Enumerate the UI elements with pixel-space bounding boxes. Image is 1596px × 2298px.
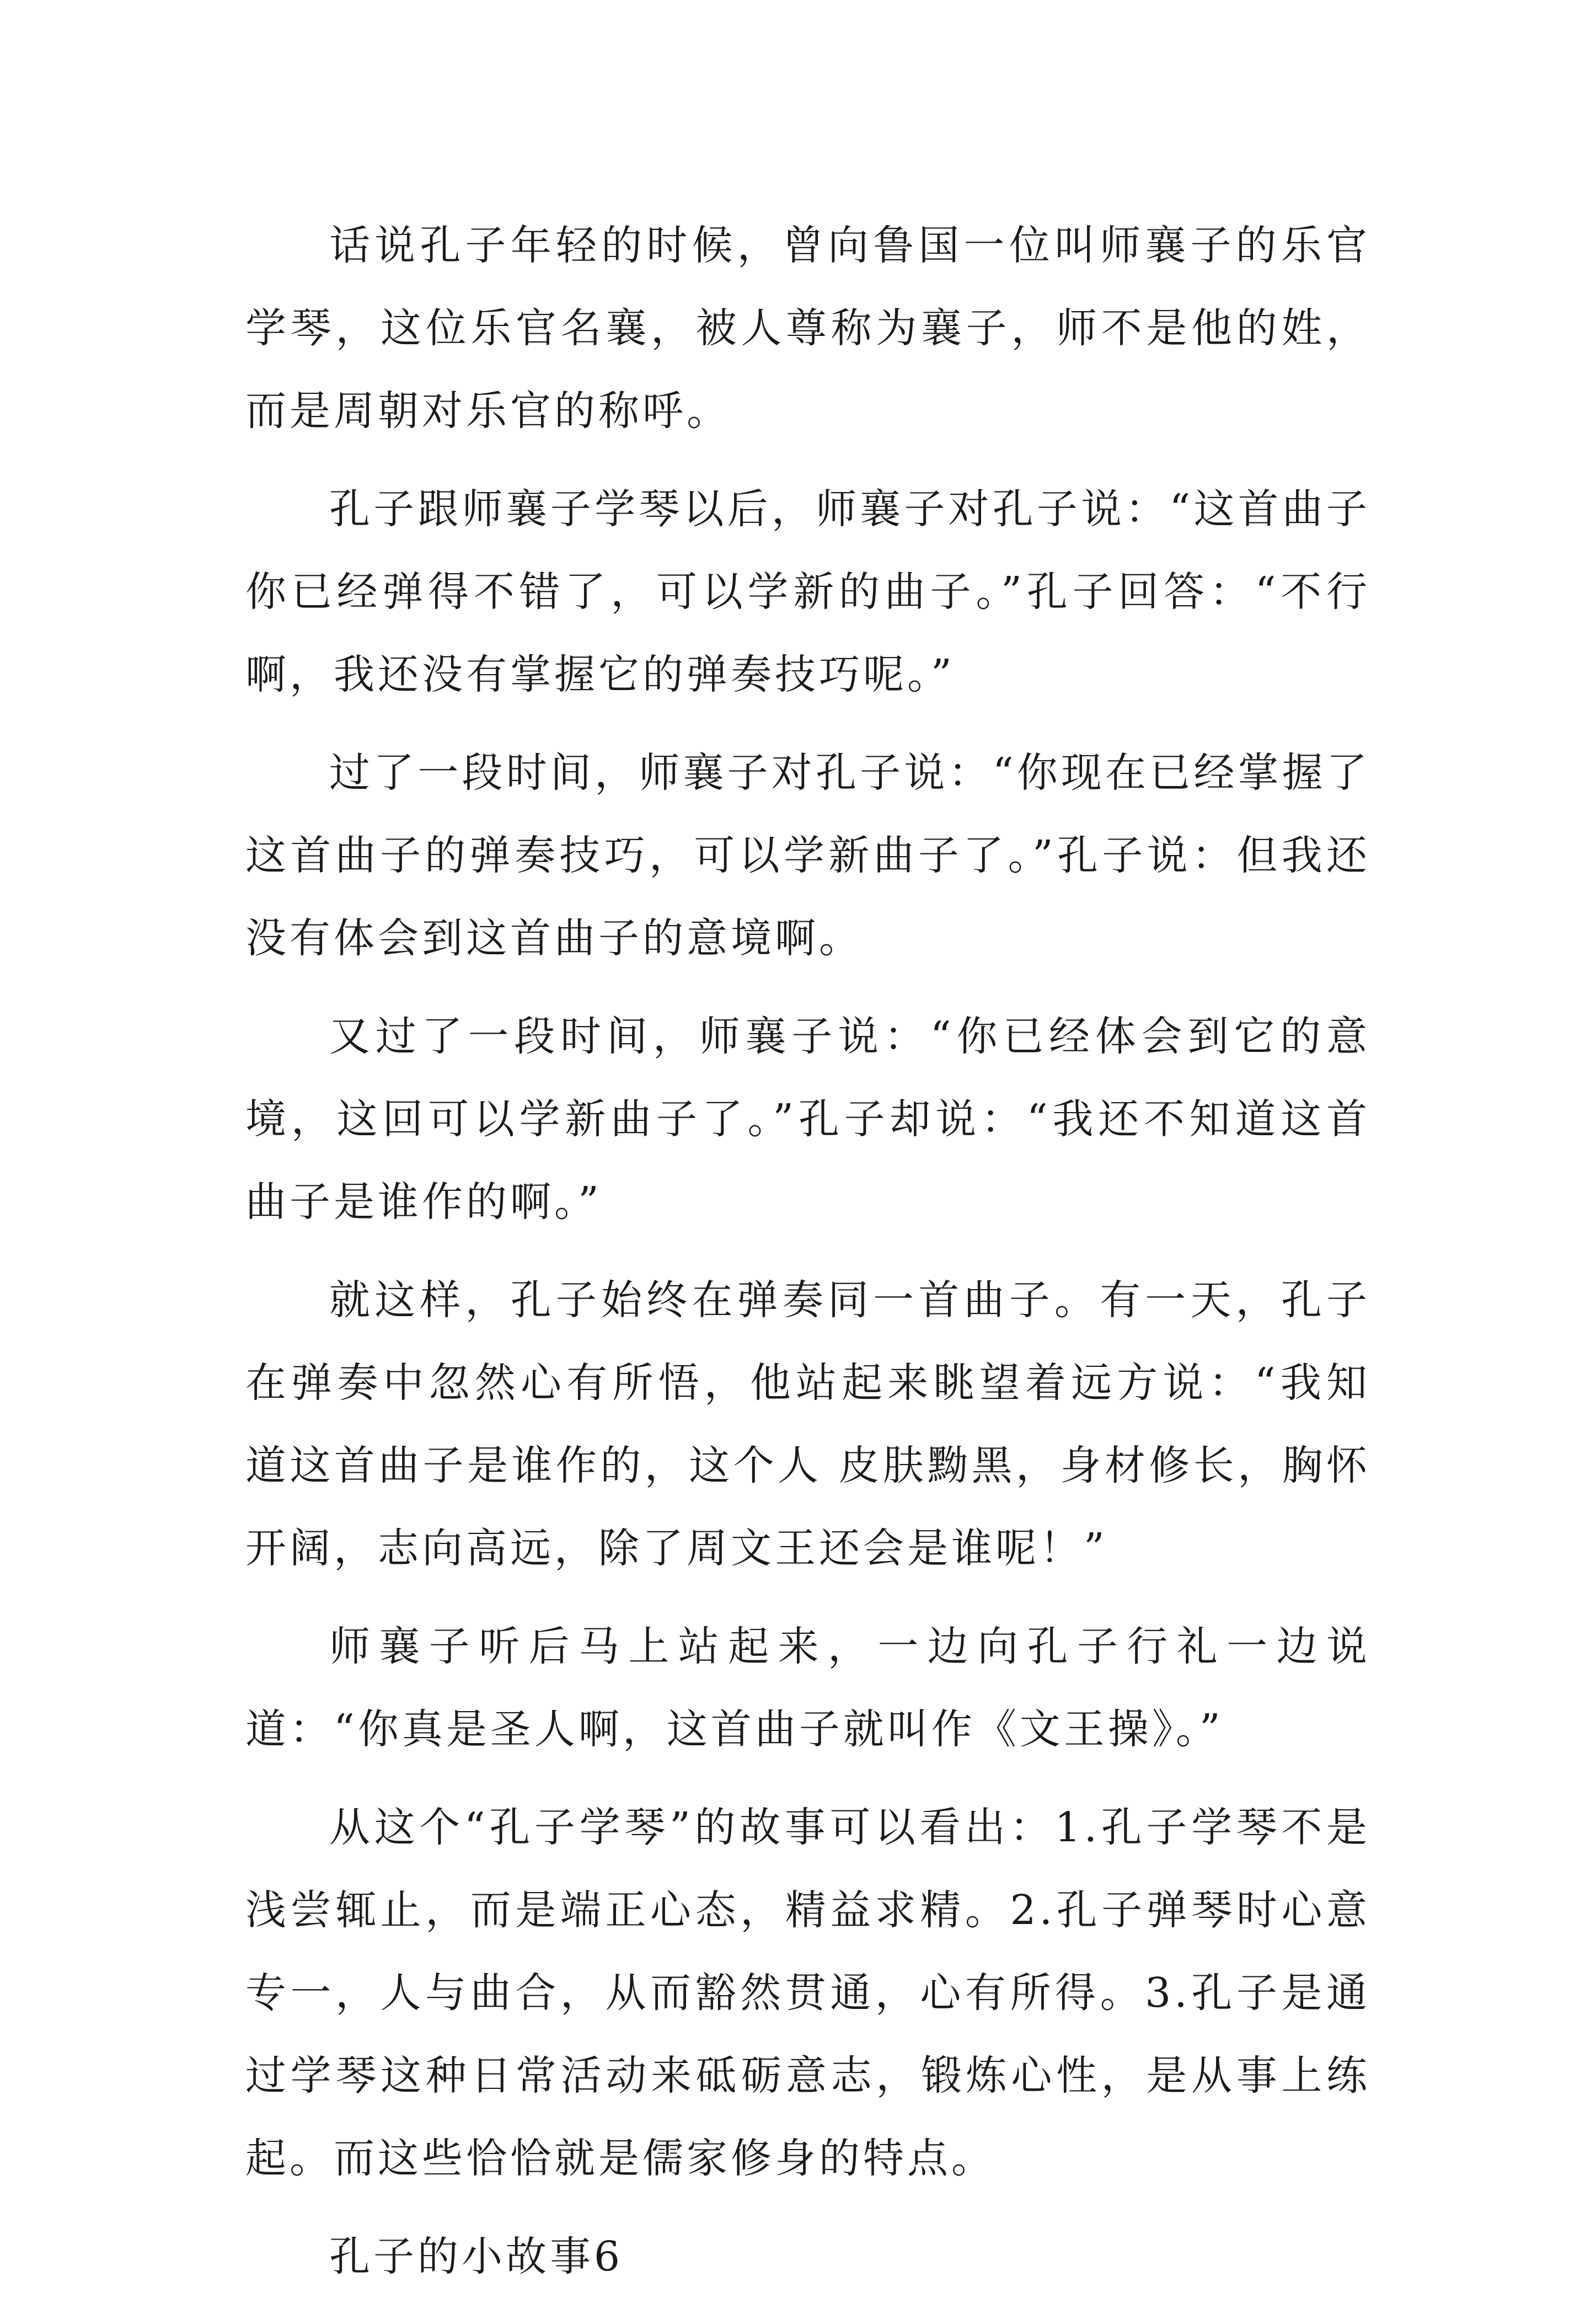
paragraph-7: 从这个“孔子学琴”的故事可以看出：1.孔子学琴不是浅尝辄止，而是端正心态，精益求精。2.孔子弹琴时心意专一，人与曲合，从而豁然贯通，心有所得。3.孔子是通过学琴这种日常活动来砥砺意志，锻炼心性，是从事上练起。而这些恰恰就是儒家修身的特点。 [245, 1804, 1370, 2182]
section-heading: 孔子的小故事6 [329, 2233, 624, 2280]
paragraph-2: 孔子跟师襄子学琴以后，师襄子对孔子说：“这首曲子你已经弹得不错了，可以学新的曲子。”孔子回答：“不行啊，我还没有掌握它的弹奏技巧呢。” [245, 485, 1370, 698]
paragraph-6: 师襄子听后马上站起来，一边向孔子行礼一边说道：“你真是圣人啊，这首曲子就叫作《文王操》。” [245, 1623, 1370, 1753]
paragraph-1: 话说孔子年轻的时候，曾向鲁国一位叫师襄子的乐官学琴，这位乐官名襄，被人尊称为襄子，师不是他的姓，而是周朝对乐官的称呼。 [245, 222, 1370, 435]
paragraph-4: 又过了一段时间，师襄子说：“你已经体会到它的意境，这回可以学新曲子了。”孔子却说：“我还不知道这首曲子是谁作的啊。” [245, 1013, 1370, 1226]
paragraph-3: 过了一段时间，师襄子对孔子说：“你现在已经掌握了这首曲子的弹奏技巧，可以学新曲子了。”孔子说：但我还没有体会到这首曲子的意境啊。 [245, 749, 1370, 962]
paragraph-5: 就这样，孔子始终在弹奏同一首曲子。有一天，孔子在弹奏中忽然心有所悟，他站起来眺望着远方说：“我知道这首曲子是谁作的，这个人 皮肤黝黑，身材修长，胸怀开阔，志向高远，除了周文王还会是谁呢！” [245, 1276, 1370, 1572]
document-body [245, 204, 1370, 2298]
